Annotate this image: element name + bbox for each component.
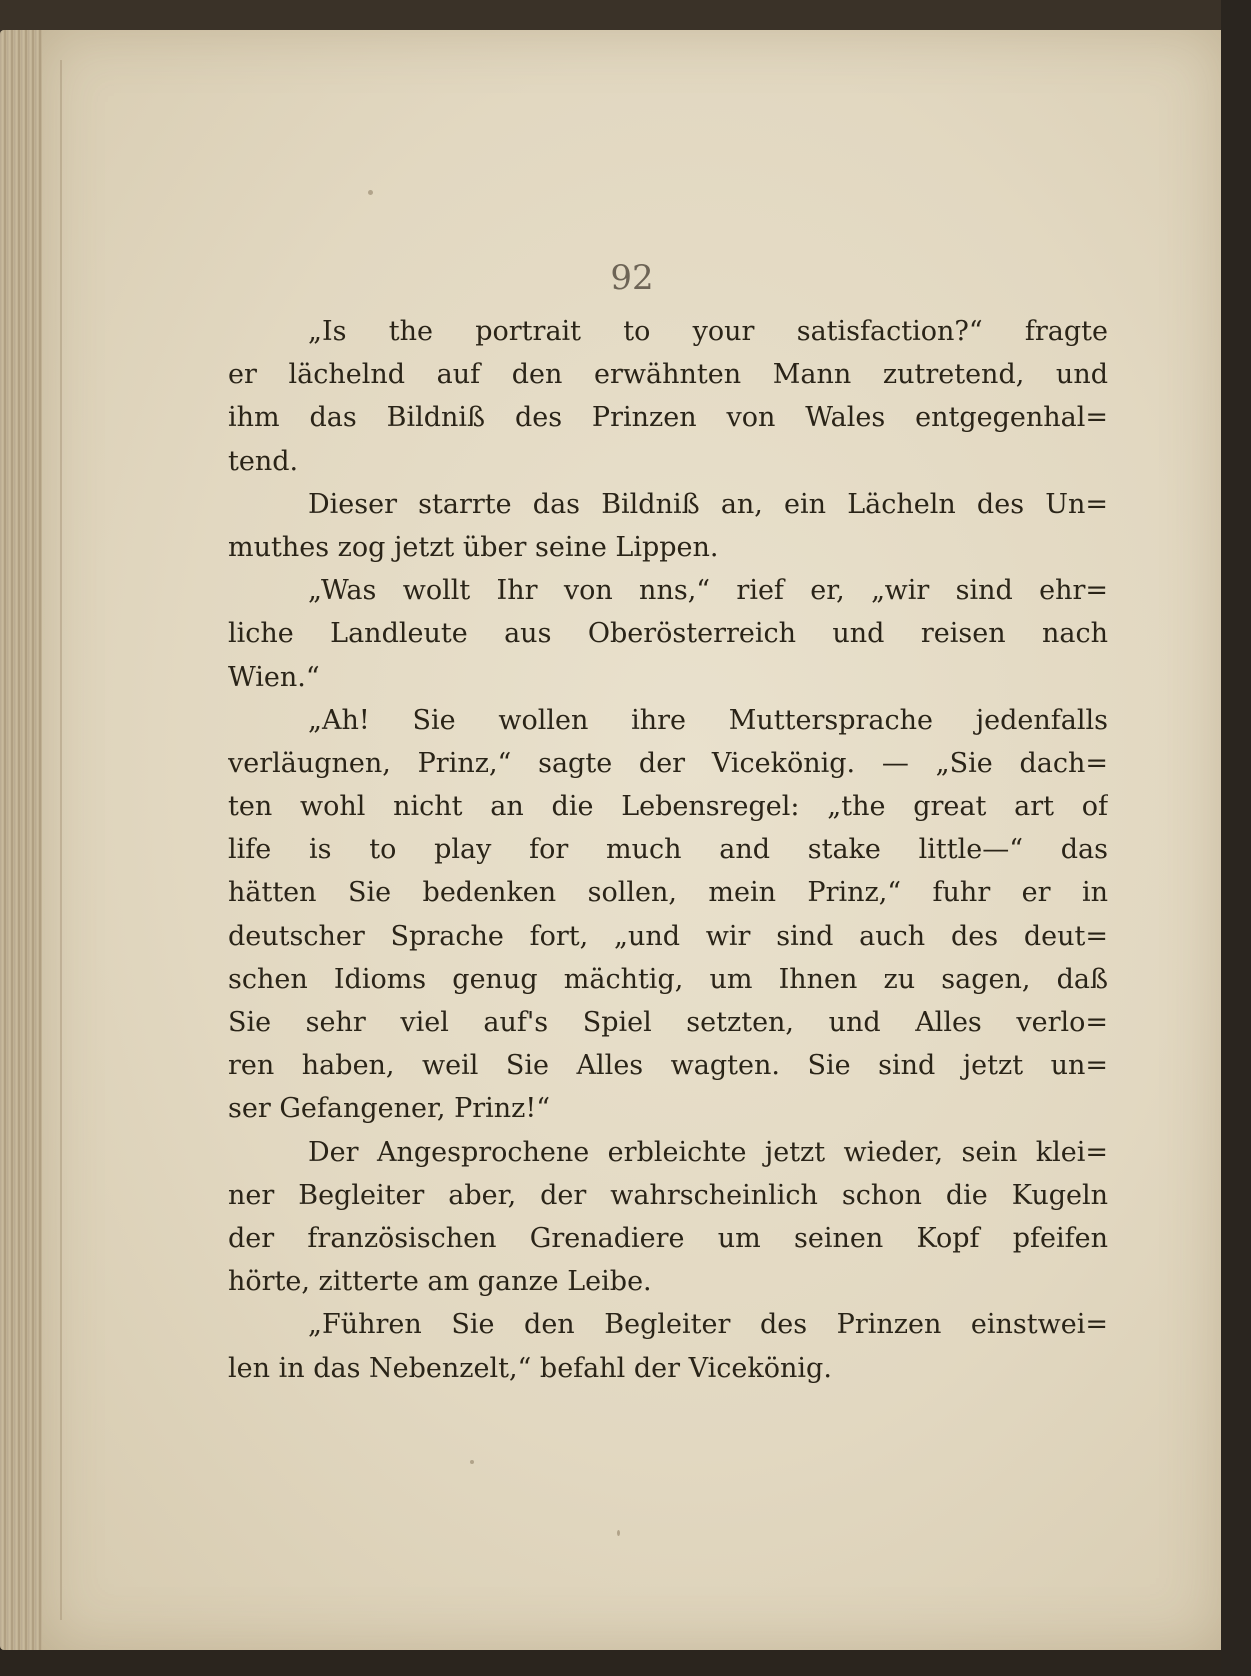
text-line: len in das Nebenzelt,“ befahl der Vicekönig. bbox=[228, 1352, 832, 1384]
text-line: hörte, zitterte am ganze Leibe. bbox=[228, 1266, 652, 1298]
text-line: ihm das Bildniß des Prinzen von Wales entgegenhal= bbox=[228, 402, 1108, 434]
text-line: liche Landleute aus Oberösterreich und reisen nach bbox=[228, 618, 1108, 650]
text-line: tend. bbox=[228, 445, 299, 477]
text-line: „Ah! Sie wollen ihre Muttersprache jedenfalls bbox=[308, 704, 1108, 736]
paper-spot bbox=[470, 1460, 474, 1464]
text-line: ten wohl nicht an die Lebensregel: „the great art of bbox=[228, 791, 1108, 823]
text-line: „Führen Sie den Begleiter des Prinzen einstwei= bbox=[308, 1309, 1108, 1341]
text-line: deutscher Sprache fort, „und wir sind auch des deut= bbox=[228, 920, 1108, 952]
text-line: verläugnen, Prinz,“ sagte der Vicekönig. — „Sie dach= bbox=[228, 747, 1108, 779]
text-line: hätten Sie bedenken sollen, mein Prinz,“ fuhr er in bbox=[228, 877, 1108, 909]
text-line: Dieser starrte das Bildniß an, ein Lächeln des Un= bbox=[308, 488, 1108, 520]
page-number: 92 bbox=[610, 258, 654, 298]
text-line: Wien.“ bbox=[228, 661, 320, 693]
text-line: ner Begleiter aber, der wahrscheinlich schon die Kugeln bbox=[228, 1179, 1108, 1211]
text-line: ren haben, weil Sie Alles wagten. Sie sind jetzt un= bbox=[228, 1050, 1108, 1082]
text-line: der französischen Grenadiere um seinen Kopf pfeifen bbox=[228, 1222, 1108, 1254]
text-line: Der Angesprochene erbleichte jetzt wieder, sein klei= bbox=[308, 1136, 1108, 1168]
text-line: schen Idioms genug mächtig, um Ihnen zu sagen, daß bbox=[228, 963, 1108, 995]
text-line: ser Gefangener, Prinz!“ bbox=[228, 1093, 551, 1125]
body-text bbox=[228, 310, 1108, 1390]
paper-spot bbox=[368, 190, 373, 195]
text-line: life is to play for much and stake little—“ das bbox=[228, 834, 1108, 866]
text-line: „Is the portrait to your satisfaction?“ fragte bbox=[308, 316, 1108, 347]
text-line: er lächelnd auf den erwähnten Mann zutretend, und bbox=[228, 359, 1108, 391]
paper-spot bbox=[617, 1530, 620, 1536]
scan-right-margin bbox=[1221, 0, 1251, 1676]
text-line: muthes zog jetzt über seine Lippen. bbox=[228, 531, 719, 563]
text-line: „Was wollt Ihr von nns,“ rief er, „wir sind ehr= bbox=[308, 575, 1108, 607]
text-line: Sie sehr viel auf's Spiel setzten, und Alles verlo= bbox=[228, 1007, 1108, 1038]
